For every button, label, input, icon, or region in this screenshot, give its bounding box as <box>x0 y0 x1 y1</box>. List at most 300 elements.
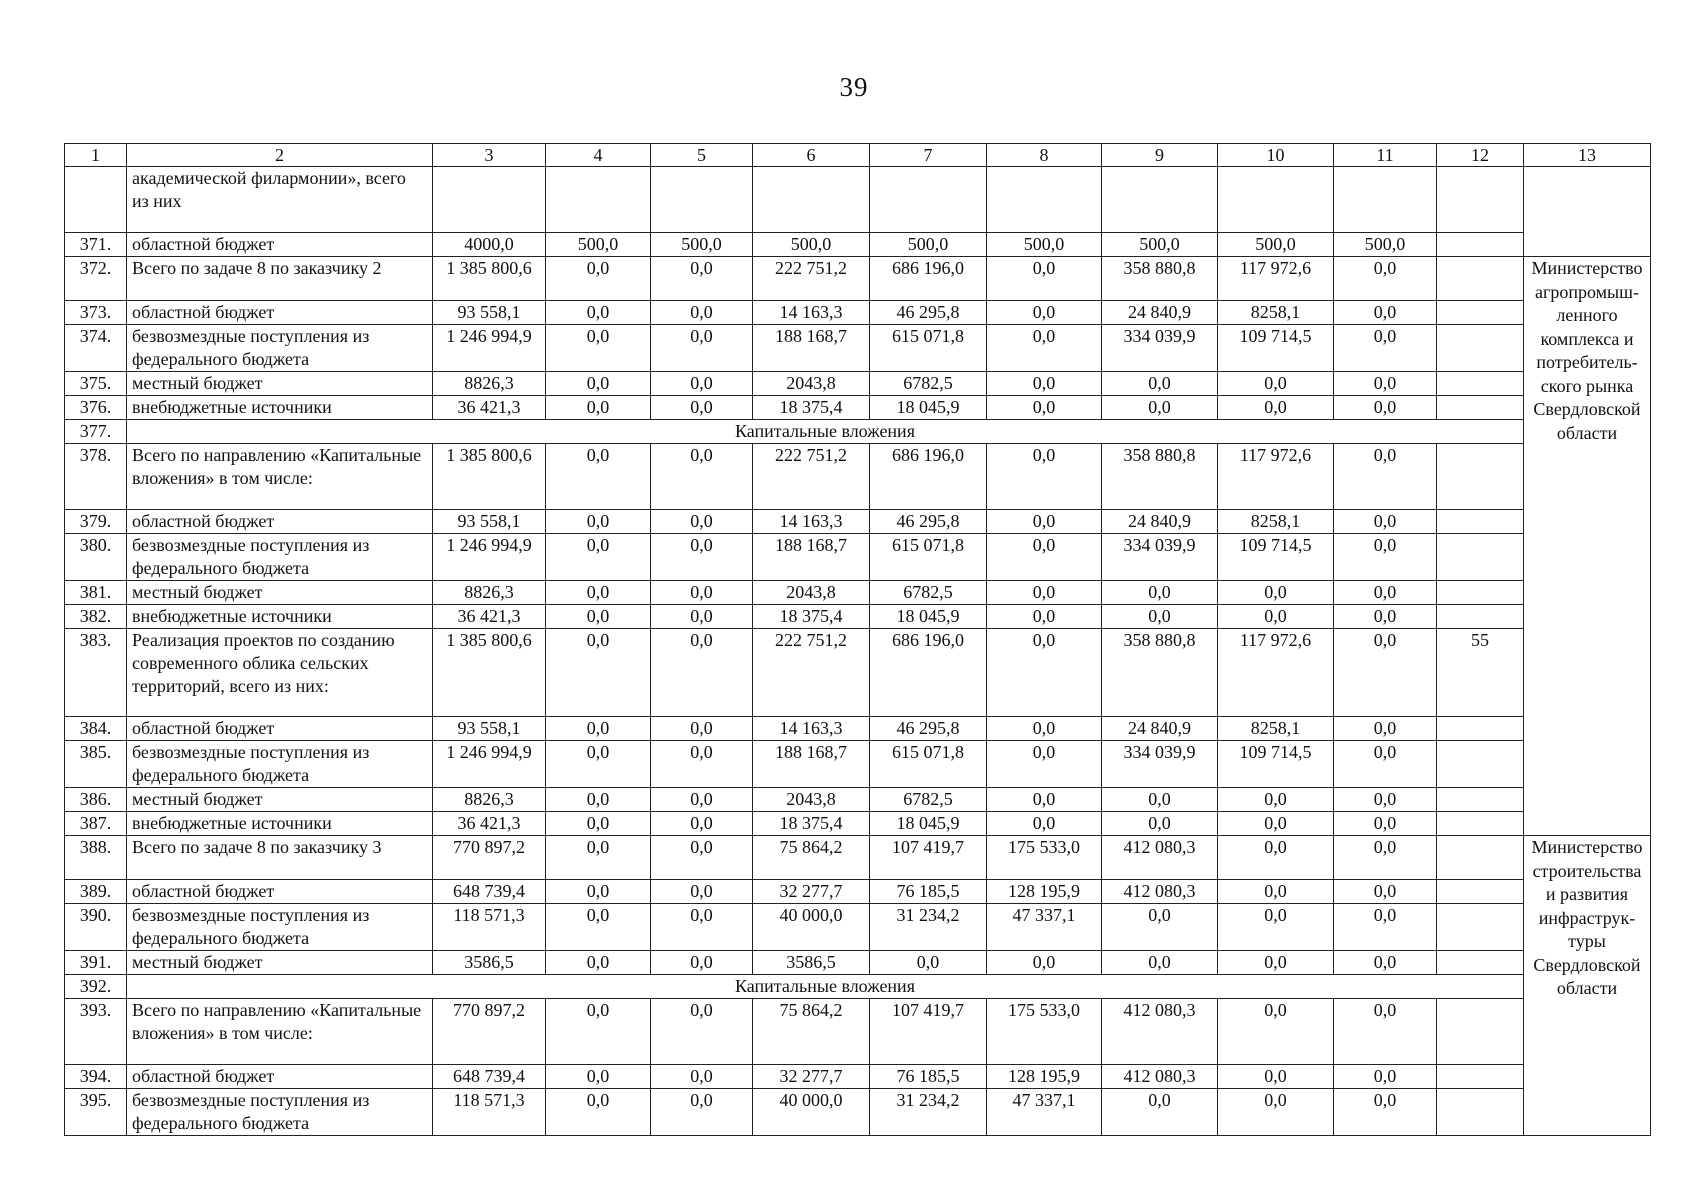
value-cell <box>1437 444 1524 510</box>
value-cell <box>1437 325 1524 372</box>
row-number: 384. <box>65 717 127 741</box>
value-cell <box>1437 581 1524 605</box>
value-cell: 334 039,9 <box>1102 534 1218 581</box>
value-cell <box>546 167 651 233</box>
value-cell: 0,0 <box>1334 999 1437 1065</box>
value-cell: 0,0 <box>1334 1065 1437 1089</box>
value-cell: 0,0 <box>1218 951 1334 975</box>
value-cell: 0,0 <box>1334 444 1437 510</box>
value-cell: 648 739,4 <box>433 1065 546 1089</box>
row-label: внебюджетные источники <box>127 605 433 629</box>
value-cell: 107 419,7 <box>870 999 987 1065</box>
row-number: 395. <box>65 1089 127 1136</box>
value-cell: 24 840,9 <box>1102 301 1218 325</box>
value-cell: 117 972,6 <box>1218 444 1334 510</box>
value-cell: 0,0 <box>1334 836 1437 880</box>
row-number: 374. <box>65 325 127 372</box>
value-cell: 3586,5 <box>433 951 546 975</box>
budget-table <box>64 143 1651 1136</box>
table-row <box>65 788 1651 812</box>
value-cell: 36 421,3 <box>433 812 546 836</box>
value-cell: 40 000,0 <box>753 904 870 951</box>
value-cell: 500,0 <box>870 233 987 257</box>
value-cell: 0,0 <box>546 741 651 788</box>
table-row <box>65 836 1651 880</box>
value-cell: 0,0 <box>546 717 651 741</box>
value-cell <box>433 167 546 233</box>
row-number: 382. <box>65 605 127 629</box>
value-cell: 8826,3 <box>433 788 546 812</box>
value-cell: 175 533,0 <box>987 999 1102 1065</box>
value-cell: 0,0 <box>987 788 1102 812</box>
value-cell <box>1437 999 1524 1065</box>
row-number: 394. <box>65 1065 127 1089</box>
value-cell: 334 039,9 <box>1102 325 1218 372</box>
row-label: областной бюджет <box>127 233 433 257</box>
value-cell: 500,0 <box>651 233 753 257</box>
value-cell: 500,0 <box>1218 233 1334 257</box>
value-cell: 1 246 994,9 <box>433 534 546 581</box>
value-cell: 76 185,5 <box>870 880 987 904</box>
row-number: 392. <box>65 975 127 999</box>
row-number: 388. <box>65 836 127 880</box>
value-cell: 0,0 <box>546 301 651 325</box>
column-header: 2 <box>127 144 433 167</box>
value-cell: 14 163,3 <box>753 717 870 741</box>
value-cell <box>1437 1089 1524 1136</box>
row-label: областной бюджет <box>127 1065 433 1089</box>
value-cell: 0,0 <box>1218 605 1334 629</box>
row-label: Всего по направлению «Капитальные вложения» в том числе: <box>127 999 433 1065</box>
row-number: 389. <box>65 880 127 904</box>
department-cell <box>1524 167 1651 257</box>
value-cell: 47 337,1 <box>987 1089 1102 1136</box>
row-number: 375. <box>65 372 127 396</box>
table-row <box>65 325 1651 372</box>
value-cell: 500,0 <box>753 233 870 257</box>
value-cell: 0,0 <box>546 1089 651 1136</box>
value-cell: 0,0 <box>1334 1089 1437 1136</box>
row-label: местный бюджет <box>127 581 433 605</box>
value-cell: 334 039,9 <box>1102 741 1218 788</box>
value-cell: 32 277,7 <box>753 1065 870 1089</box>
value-cell: 0,0 <box>1102 581 1218 605</box>
value-cell: 0,0 <box>1334 510 1437 534</box>
value-cell: 18 375,4 <box>753 605 870 629</box>
value-cell: 0,0 <box>1334 257 1437 301</box>
value-cell: 0,0 <box>546 812 651 836</box>
value-cell: 0,0 <box>1102 396 1218 420</box>
row-number: 379. <box>65 510 127 534</box>
value-cell: 0,0 <box>1334 904 1437 951</box>
value-cell: 0,0 <box>546 372 651 396</box>
value-cell: 1 246 994,9 <box>433 325 546 372</box>
column-header: 12 <box>1437 144 1524 167</box>
value-cell: 46 295,8 <box>870 717 987 741</box>
row-number <box>65 167 127 233</box>
row-label: областной бюджет <box>127 510 433 534</box>
value-cell: 0,0 <box>1102 605 1218 629</box>
value-cell <box>1437 396 1524 420</box>
value-cell: 0,0 <box>1334 788 1437 812</box>
row-label: внебюджетные источники <box>127 812 433 836</box>
row-label: безвозмездные поступления из федерального бюджета <box>127 741 433 788</box>
value-cell <box>1437 812 1524 836</box>
value-cell: 770 897,2 <box>433 999 546 1065</box>
value-cell <box>1334 167 1437 233</box>
value-cell: 0,0 <box>1334 581 1437 605</box>
value-cell: 0,0 <box>987 717 1102 741</box>
value-cell <box>651 167 753 233</box>
column-header: 3 <box>433 144 546 167</box>
value-cell: 188 168,7 <box>753 534 870 581</box>
value-cell: 0,0 <box>546 257 651 301</box>
row-number: 372. <box>65 257 127 301</box>
value-cell: 75 864,2 <box>753 836 870 880</box>
value-cell: 8826,3 <box>433 372 546 396</box>
value-cell: 0,0 <box>651 1089 753 1136</box>
section-title: Капитальные вложения <box>127 975 1524 999</box>
row-label: безвозмездные поступления из федерального бюджета <box>127 904 433 951</box>
value-cell: 109 714,5 <box>1218 325 1334 372</box>
value-cell: 0,0 <box>1102 812 1218 836</box>
value-cell: 188 168,7 <box>753 325 870 372</box>
value-cell: 24 840,9 <box>1102 717 1218 741</box>
value-cell: 1 385 800,6 <box>433 629 546 717</box>
value-cell: 0,0 <box>1218 904 1334 951</box>
value-cell: 0,0 <box>546 880 651 904</box>
value-cell: 0,0 <box>1218 1065 1334 1089</box>
value-cell: 18 375,4 <box>753 396 870 420</box>
row-number: 386. <box>65 788 127 812</box>
value-cell: 686 196,0 <box>870 257 987 301</box>
column-header: 5 <box>651 144 753 167</box>
table-row <box>65 951 1651 975</box>
value-cell: 0,0 <box>651 951 753 975</box>
value-cell: 0,0 <box>1334 396 1437 420</box>
value-cell: 0,0 <box>1334 325 1437 372</box>
value-cell: 0,0 <box>987 510 1102 534</box>
row-label: областной бюджет <box>127 717 433 741</box>
value-cell: 24 840,9 <box>1102 510 1218 534</box>
value-cell: 0,0 <box>1218 788 1334 812</box>
value-cell: 412 080,3 <box>1102 880 1218 904</box>
table-row <box>65 904 1651 951</box>
section-row <box>65 420 1651 444</box>
value-cell: 0,0 <box>1218 880 1334 904</box>
value-cell: 0,0 <box>546 534 651 581</box>
value-cell: 6782,5 <box>870 581 987 605</box>
value-cell: 0,0 <box>1334 534 1437 581</box>
header-row <box>65 144 1651 167</box>
table-row <box>65 233 1651 257</box>
value-cell: 76 185,5 <box>870 1065 987 1089</box>
value-cell: 0,0 <box>1334 301 1437 325</box>
row-number: 381. <box>65 581 127 605</box>
value-cell: 0,0 <box>1334 372 1437 396</box>
row-label: областной бюджет <box>127 301 433 325</box>
value-cell <box>1437 836 1524 880</box>
value-cell: 8258,1 <box>1218 717 1334 741</box>
value-cell <box>1437 233 1524 257</box>
value-cell: 0,0 <box>651 629 753 717</box>
value-cell: 222 751,2 <box>753 629 870 717</box>
value-cell: 0,0 <box>1102 904 1218 951</box>
value-cell: 93 558,1 <box>433 301 546 325</box>
value-cell: 0,0 <box>651 301 753 325</box>
value-cell: 0,0 <box>987 325 1102 372</box>
value-cell: 40 000,0 <box>753 1089 870 1136</box>
value-cell <box>870 167 987 233</box>
value-cell <box>1437 788 1524 812</box>
value-cell: 6782,5 <box>870 372 987 396</box>
value-cell: 0,0 <box>651 534 753 581</box>
value-cell: 47 337,1 <box>987 904 1102 951</box>
value-cell: 4000,0 <box>433 233 546 257</box>
value-cell: 32 277,7 <box>753 880 870 904</box>
value-cell: 93 558,1 <box>433 717 546 741</box>
value-cell: 93 558,1 <box>433 510 546 534</box>
value-cell: 0,0 <box>651 788 753 812</box>
row-number: 373. <box>65 301 127 325</box>
value-cell: 117 972,6 <box>1218 257 1334 301</box>
value-cell: 0,0 <box>1334 717 1437 741</box>
value-cell: 0,0 <box>987 257 1102 301</box>
value-cell: 0,0 <box>651 1065 753 1089</box>
value-cell: 3586,5 <box>753 951 870 975</box>
table-row <box>65 1089 1651 1136</box>
column-header: 4 <box>546 144 651 167</box>
row-label: местный бюджет <box>127 788 433 812</box>
value-cell: 358 880,8 <box>1102 257 1218 301</box>
value-cell <box>753 167 870 233</box>
value-cell: 0,0 <box>1102 788 1218 812</box>
table-row <box>65 581 1651 605</box>
row-label: местный бюджет <box>127 951 433 975</box>
value-cell: 18 045,9 <box>870 605 987 629</box>
table-row <box>65 372 1651 396</box>
value-cell: 0,0 <box>651 605 753 629</box>
column-header: 8 <box>987 144 1102 167</box>
row-number: 378. <box>65 444 127 510</box>
table-row <box>65 534 1651 581</box>
table-row <box>65 167 1651 233</box>
value-cell <box>1437 301 1524 325</box>
value-cell: 0,0 <box>1218 581 1334 605</box>
value-cell <box>1218 167 1334 233</box>
table-row <box>65 301 1651 325</box>
value-cell <box>1437 510 1524 534</box>
value-cell: 2043,8 <box>753 788 870 812</box>
value-cell: 1 385 800,6 <box>433 444 546 510</box>
table-row <box>65 741 1651 788</box>
value-cell: 0,0 <box>987 534 1102 581</box>
column-header: 6 <box>753 144 870 167</box>
section-title: Капитальные вложения <box>127 420 1524 444</box>
value-cell: 0,0 <box>651 372 753 396</box>
value-cell: 0,0 <box>546 951 651 975</box>
table-row <box>65 880 1651 904</box>
value-cell: 0,0 <box>546 396 651 420</box>
table-row <box>65 605 1651 629</box>
value-cell: 358 880,8 <box>1102 629 1218 717</box>
value-cell: 188 168,7 <box>753 741 870 788</box>
value-cell: 36 421,3 <box>433 605 546 629</box>
table-row <box>65 510 1651 534</box>
value-cell: 0,0 <box>1102 951 1218 975</box>
section-row <box>65 975 1651 999</box>
table-row <box>65 257 1651 301</box>
value-cell: 0,0 <box>651 836 753 880</box>
table-row <box>65 444 1651 510</box>
value-cell: 75 864,2 <box>753 999 870 1065</box>
value-cell: 31 234,2 <box>870 904 987 951</box>
value-cell: 1 246 994,9 <box>433 741 546 788</box>
column-header: 9 <box>1102 144 1218 167</box>
value-cell: 46 295,8 <box>870 510 987 534</box>
value-cell: 107 419,7 <box>870 836 987 880</box>
table-row <box>65 1065 1651 1089</box>
value-cell <box>987 167 1102 233</box>
row-number: 391. <box>65 951 127 975</box>
value-cell: 0,0 <box>1102 1089 1218 1136</box>
value-cell: 770 897,2 <box>433 836 546 880</box>
value-cell: 0,0 <box>546 581 651 605</box>
value-cell: 500,0 <box>987 233 1102 257</box>
value-cell: 0,0 <box>1102 372 1218 396</box>
value-cell: 0,0 <box>651 581 753 605</box>
row-number: 377. <box>65 420 127 444</box>
value-cell: 412 080,3 <box>1102 836 1218 880</box>
value-cell: 0,0 <box>987 605 1102 629</box>
value-cell: 0,0 <box>987 372 1102 396</box>
row-label: безвозмездные поступления из федерального бюджета <box>127 534 433 581</box>
value-cell <box>1437 372 1524 396</box>
value-cell: 0,0 <box>1334 605 1437 629</box>
row-label: областной бюджет <box>127 880 433 904</box>
value-cell: 8258,1 <box>1218 301 1334 325</box>
row-number: 380. <box>65 534 127 581</box>
value-cell: 18 045,9 <box>870 812 987 836</box>
value-cell: 0,0 <box>651 257 753 301</box>
value-cell <box>1437 717 1524 741</box>
value-cell: 46 295,8 <box>870 301 987 325</box>
value-cell: 118 571,3 <box>433 904 546 951</box>
value-cell: 686 196,0 <box>870 444 987 510</box>
value-cell: 0,0 <box>1218 812 1334 836</box>
value-cell: 0,0 <box>870 951 987 975</box>
value-cell: 500,0 <box>546 233 651 257</box>
value-cell <box>1437 904 1524 951</box>
value-cell <box>1437 605 1524 629</box>
value-cell: 0,0 <box>987 629 1102 717</box>
table-row <box>65 396 1651 420</box>
value-cell: 6782,5 <box>870 788 987 812</box>
value-cell: 0,0 <box>546 325 651 372</box>
row-label: Всего по задаче 8 по заказчику 3 <box>127 836 433 880</box>
value-cell: 0,0 <box>987 301 1102 325</box>
value-cell: 18 045,9 <box>870 396 987 420</box>
value-cell: 0,0 <box>1218 999 1334 1065</box>
value-cell: 175 533,0 <box>987 836 1102 880</box>
row-label: академической филармонии», всего из них <box>127 167 433 233</box>
value-cell: 0,0 <box>987 581 1102 605</box>
value-cell: 222 751,2 <box>753 257 870 301</box>
value-cell: 0,0 <box>1218 372 1334 396</box>
value-cell: 0,0 <box>651 444 753 510</box>
value-cell: 0,0 <box>651 325 753 372</box>
value-cell: 358 880,8 <box>1102 444 1218 510</box>
value-cell: 55 <box>1437 629 1524 717</box>
value-cell: 0,0 <box>987 741 1102 788</box>
value-cell <box>1102 167 1218 233</box>
value-cell: 412 080,3 <box>1102 999 1218 1065</box>
value-cell: 18 375,4 <box>753 812 870 836</box>
row-number: 385. <box>65 741 127 788</box>
value-cell: 118 571,3 <box>433 1089 546 1136</box>
row-label: Всего по направлению «Капитальные вложения» в том числе: <box>127 444 433 510</box>
row-number: 371. <box>65 233 127 257</box>
value-cell: 0,0 <box>651 717 753 741</box>
value-cell: 0,0 <box>546 836 651 880</box>
value-cell <box>1437 1065 1524 1089</box>
value-cell: 0,0 <box>546 629 651 717</box>
value-cell: 0,0 <box>651 880 753 904</box>
value-cell: 222 751,2 <box>753 444 870 510</box>
value-cell: 0,0 <box>1218 1089 1334 1136</box>
value-cell: 8258,1 <box>1218 510 1334 534</box>
column-header: 13 <box>1524 144 1651 167</box>
value-cell: 0,0 <box>1334 951 1437 975</box>
value-cell: 0,0 <box>546 1065 651 1089</box>
value-cell: 128 195,9 <box>987 1065 1102 1089</box>
row-label: безвозмездные поступления из федерального бюджета <box>127 325 433 372</box>
value-cell: 0,0 <box>987 396 1102 420</box>
value-cell <box>1437 951 1524 975</box>
value-cell <box>1437 167 1524 233</box>
column-header: 10 <box>1218 144 1334 167</box>
department-cell: Министерство строительства и развития инфраструк-туры Свердловской области <box>1524 836 1651 1136</box>
value-cell: 0,0 <box>1218 396 1334 420</box>
value-cell: 500,0 <box>1102 233 1218 257</box>
value-cell: 0,0 <box>651 904 753 951</box>
value-cell: 0,0 <box>1334 629 1437 717</box>
value-cell: 615 071,8 <box>870 325 987 372</box>
column-header: 11 <box>1334 144 1437 167</box>
row-number: 393. <box>65 999 127 1065</box>
column-header: 1 <box>65 144 127 167</box>
value-cell: 0,0 <box>987 444 1102 510</box>
value-cell: 31 234,2 <box>870 1089 987 1136</box>
value-cell: 0,0 <box>1218 836 1334 880</box>
row-number: 390. <box>65 904 127 951</box>
table-row <box>65 812 1651 836</box>
value-cell: 0,0 <box>651 999 753 1065</box>
value-cell <box>1437 534 1524 581</box>
value-cell: 0,0 <box>1334 741 1437 788</box>
value-cell <box>1437 880 1524 904</box>
value-cell: 109 714,5 <box>1218 741 1334 788</box>
value-cell: 0,0 <box>651 741 753 788</box>
row-number: 387. <box>65 812 127 836</box>
value-cell: 14 163,3 <box>753 510 870 534</box>
value-cell: 0,0 <box>546 510 651 534</box>
value-cell: 0,0 <box>651 396 753 420</box>
table-row <box>65 629 1651 717</box>
value-cell: 0,0 <box>651 812 753 836</box>
row-label: Всего по задаче 8 по заказчику 2 <box>127 257 433 301</box>
row-label: местный бюджет <box>127 372 433 396</box>
